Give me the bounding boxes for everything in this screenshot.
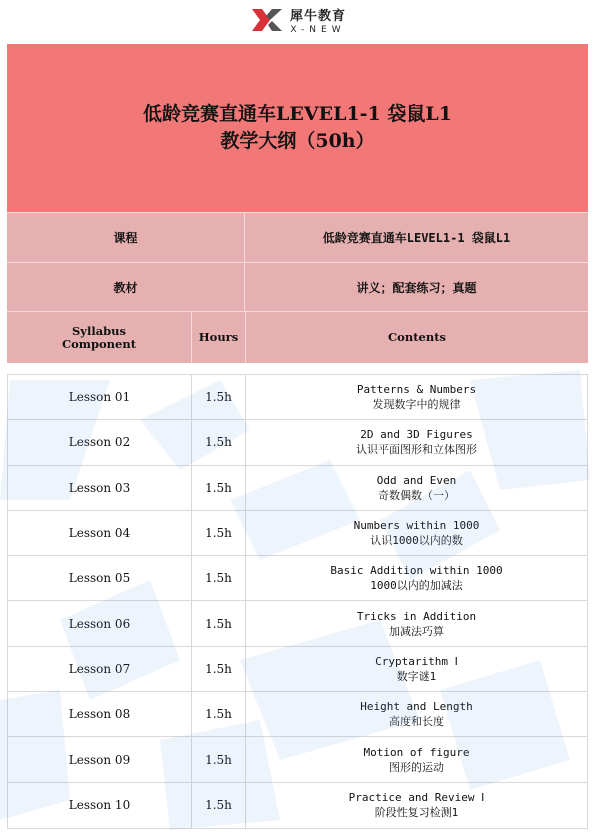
table-row (8, 601, 587, 646)
header-contents: Contents (388, 330, 446, 344)
lesson-name: Lesson 08 (8, 692, 192, 736)
content-cn: 数字谜1 (396, 669, 437, 683)
lesson-contents (246, 466, 587, 510)
page-subtitle: 教学大纲（50h） (220, 130, 375, 152)
content-cn: 奇数偶数（一） (378, 488, 455, 502)
table-row (8, 647, 587, 692)
content-en: Practice and Review Ⅰ (348, 791, 485, 805)
content-en: Height and Length (360, 700, 473, 714)
lesson-contents (246, 737, 587, 781)
title-banner (7, 44, 588, 212)
lesson-hours: 1.5h (192, 647, 246, 691)
lesson-name: Lesson 05 (8, 556, 192, 600)
content-cn: 1000以内的加减法 (370, 579, 463, 593)
lesson-hours: 1.5h (192, 556, 246, 600)
lesson-name: Lesson 01 (8, 375, 192, 419)
lesson-contents (246, 601, 587, 645)
table-row (8, 692, 587, 737)
lesson-contents (246, 783, 587, 828)
materials-label: 教材 (7, 263, 245, 312)
info-row-course (7, 212, 588, 262)
lesson-name: Lesson 10 (8, 783, 192, 828)
info-row-materials (7, 262, 588, 312)
content-en: Cryptarithm Ⅰ (375, 654, 458, 668)
lesson-hours: 1.5h (192, 783, 246, 828)
table-row (8, 511, 587, 556)
materials-value: 讲义；配套练习；真题 (356, 281, 477, 295)
lesson-name: Lesson 02 (8, 420, 192, 464)
logo-en-text: X-NEW (290, 25, 346, 35)
course-value: 低龄竞赛直通车LEVEL1-1 袋鼠L1 (322, 231, 511, 245)
lesson-name: Lesson 07 (8, 647, 192, 691)
lesson-hours: 1.5h (192, 420, 246, 464)
table-row (8, 737, 587, 782)
page-title: 低龄竞赛直通车LEVEL1-1 袋鼠L1 (143, 103, 452, 125)
course-label: 课程 (7, 213, 245, 262)
lesson-contents (246, 556, 587, 600)
lesson-hours: 1.5h (192, 466, 246, 510)
lesson-hours: 1.5h (192, 375, 246, 419)
content-cn: 发现数字中的规律 (372, 398, 461, 412)
lesson-name: Lesson 03 (8, 466, 192, 510)
content-en: Tricks in Addition (356, 609, 477, 623)
content-en: Patterns & Numbers (356, 383, 477, 397)
lesson-contents (246, 692, 587, 736)
lesson-hours: 1.5h (192, 692, 246, 736)
content-cn: 加减法巧算 (389, 624, 444, 638)
content-cn: 阶段性复习检测1 (374, 806, 459, 820)
lesson-contents (246, 647, 587, 691)
content-cn: 高度和长度 (389, 715, 444, 729)
content-en: Motion of figure (363, 745, 470, 759)
table-row (8, 375, 587, 420)
content-en: 2D and 3D Figures (360, 428, 473, 442)
content-en: Numbers within 1000 (353, 519, 480, 533)
logo-cn-text: 犀牛教育 (289, 9, 346, 24)
lessons-table (7, 374, 588, 829)
x-new-logo-icon (250, 5, 284, 35)
table-row (8, 420, 587, 465)
lesson-hours: 1.5h (192, 511, 246, 555)
content-cn: 认识平面图形和立体图形 (356, 443, 477, 457)
content-cn: 认识1000以内的数 (370, 534, 463, 548)
header-component: Syllabus Component (7, 312, 192, 363)
table-row (8, 466, 587, 511)
content-en: Basic Addition within 1000 (330, 564, 503, 578)
lesson-contents (246, 375, 587, 419)
table-row (8, 783, 587, 828)
content-en: Odd and Even (376, 473, 457, 487)
brand-logo (0, 0, 596, 40)
lesson-hours: 1.5h (192, 601, 246, 645)
header-hours: Hours (192, 312, 246, 363)
lesson-contents (246, 420, 587, 464)
lesson-hours: 1.5h (192, 737, 246, 781)
lesson-name: Lesson 04 (8, 511, 192, 555)
lesson-name: Lesson 06 (8, 601, 192, 645)
lesson-contents (246, 511, 587, 555)
table-header (7, 311, 588, 363)
lesson-name: Lesson 09 (8, 737, 192, 781)
table-row (8, 556, 587, 601)
content-cn: 图形的运动 (389, 760, 444, 774)
